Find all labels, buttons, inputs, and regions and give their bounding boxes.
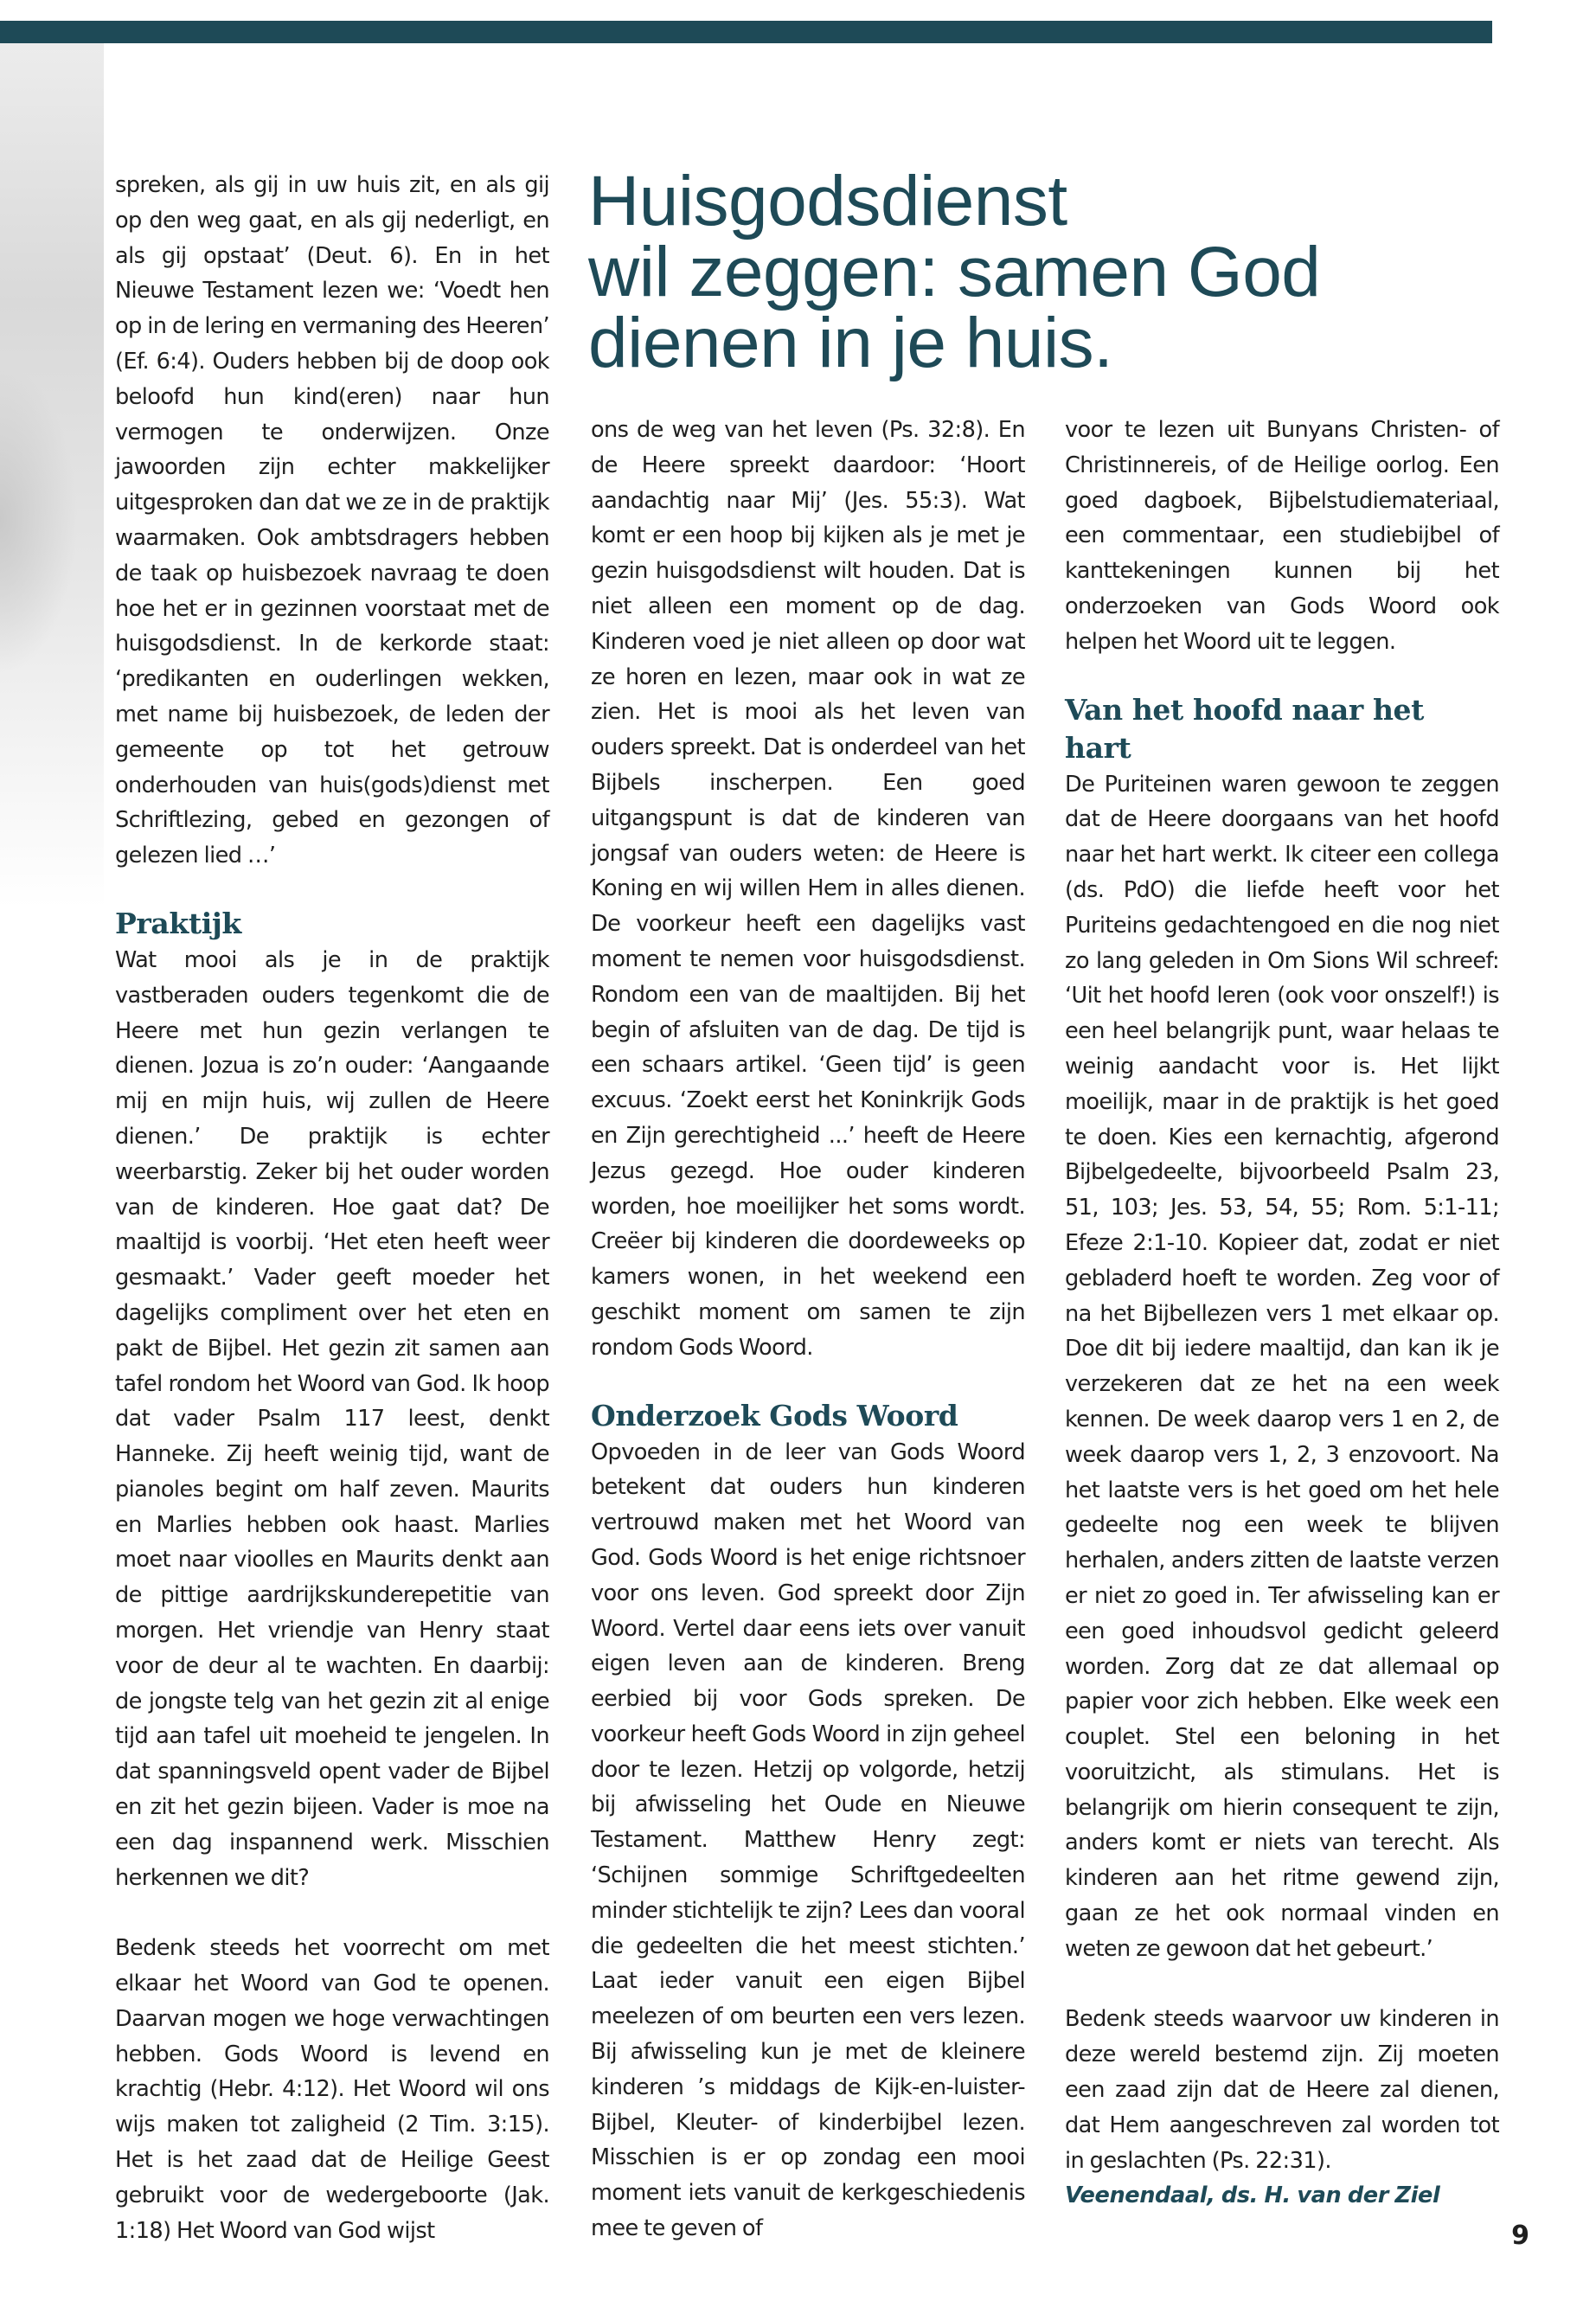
headline-line: Huisgodsdienst (588, 162, 1067, 240)
column-right (1065, 413, 1499, 2214)
body-paragraph: spreken, als gij in uw huis zit, en als gij op den weg gaat, en als gij nederligt, en als gij opstaat’ (Deut. 6). En in het Nieuwe Testament lezen we: ‘Voedt hen op in de lering en vermaning des Heeren’ (Ef. 6:4). Ouders hebben bij de doop ook beloofd hun kind(eren) naar hun vermogen te onderwijzen. Onze jawoorden zijn echter makkelijker uitgesproken dan dat we ze in de praktijk waarmaken. Ook ambtsdragers hebben de taak op huisbezoek navraag te doen hoe het er in gezinnen voorstaat met de huisgodsdienst. In de kerkorde staat: ‘predikanten en ouderlingen wekken, met name bij huisbezoek, de leden der gemeente op tot het getrouw onderhouden van huis(gods)dienst met Schriftlezing, gebed en gezongen of gelezen lied …’ (115, 172, 549, 869)
article-headline (588, 162, 1471, 382)
top-accent-bar (0, 21, 1492, 43)
body-paragraph: ons de weg van het leven (Ps. 32:8). En de Heere spreekt daardoor: ‘Hoort aandachtig naar Mij’ (Jes. 55:3). Wat komt er een hoop bij kijken als je met je gezin huisgodsdienst wilt houden. Dat is niet alleen een moment op de dag. Kinderen voed je niet alleen op door wat ze horen en lezen, maar ook in wat ze zien. Het is mooi als het leven van ouders spreekt. Dat is onderdeel van het Bijbels inscherpen. Een goed uitgangspunt is dat de kinderen van jongsaf van ouders weten: de Heere is Koning en wij willen Hem in alles dienen. De voorkeur heeft een dagelijks vast moment te nemen voor huisgodsdienst. Rondom een van de maaltijden. Bij het begin of afsluiten van de dag. De tijd is een schaars artikel. ‘Geen tijd’ is geen excuus. ‘Zoekt eerst het Koninkrijk Gods en Zijn gerechtigheid ...’ heeft de Heere Jezus gezegd. Hoe ouder kinderen worden, hoe moeilijker het soms wordt. Creëer bij kinderen die doordeweeks op kamers wonen, in het weekend een geschikt moment om samen te zijn rondom Gods Woord. (591, 417, 1025, 1361)
body-paragraph: Opvoeden in de leer van Gods Woord betekent dat ouders hun kinderen vertrouwd maken met het Woord van God. Gods Woord is het enige richtsnoer voor ons leven. God spreekt door Zijn Woord. Vertel daar eens iets over vanuit eigen leven aan de kinderen. Breng eerbied bij voor Gods spreken. De voorkeur heeft Gods Woord in zijn geheel door te lezen. Hetzij op volgorde, hetzij bij afwisseling het Oude en Nieuwe Testament. Matthew Henry zegt: ‘Schijnen sommige Schriftgedeelten minder stichtelijk te zijn? Lees dan vooral die gedeelten die het meest stichten.’ Laat ieder vanuit een eigen Bijbel meelezen of om beurten een vers lezen. Bij afwisseling kun je met de kleinere kinderen ’s middags de Kijk-en-luister-Bijbel, Kleuter- of kinderbijbel lezen. Misschien is er op zondag een mooi moment iets vanuit de kerkgeschiedenis mee te geven of (591, 1439, 1025, 2242)
headline-line: dienen in je huis. (588, 304, 1113, 382)
headline-line: wil zeggen: samen God (588, 233, 1321, 311)
body-paragraph: Bedenk steeds het voorrecht om met elkaar het Woord van God te openen. Daarvan mogen we hoge verwachtingen hebben. Gods Woord is levend en krachtig (Hebr. 4:12). Het Woord wil ons wijs maken tot zaligheid (2 Tim. 3:15). Het is het zaad dat de Heilige Geest gebruikt voor de wedergeboorte (Jak. 1:18) Het Woord van God wijst (115, 1935, 549, 2244)
section-heading-praktijk: Praktijk (115, 906, 241, 940)
body-paragraph: De Puriteinen waren gewoon te zeggen dat de Heere doorgaans van het hoofd naar het hart werkt. Ik citeer een collega (ds. PdO) die liefde heeft voor het Puriteins gedachtengoed en die nog niet zo lang geleden in Om Sions Wil schreef: ‘Uit het hoofd leren (ook voor onszelf!) is een heel belangrijk punt, waar helaas te weinig aandacht voor is. Het lijkt moeilijk, maar in de praktijk is het goed te doen. Kies een kernachtig, afgerond Bijbelgedeelte, bijvoorbeeld Psalm 23, 51, 103; Jes. 53, 54, 55; Rom. 5:1-11; Efeze 2:1-10. Kopieer dat, zodat er niet gebladerd hoeft te worden. Zeg voor of na het Bijbellezen vers 1 met elkaar op. Doe dit bij iedere maaltijd, dan kan ik je verzekeren dat ze het na een week kennen. De week daarop vers 1 en 2, de week daarop vers 1, 2, 3 enzovoort. Na het laatste vers is het goed om het hele gedeelte nog een week te blijven herhalen, anders zitten de laatste verzen er niet zo goed in. Ter afwisseling kan er een goed inhoudsvol gedicht geleerd worden. Zorg dat ze dat allemaal op papier voor zich hebben. Elke week een couplet. Stel een beloning in het vooruitzicht, als stimulans. Het is belangrijk om hierin consequent te zijn, anders komt er niets van terecht. Als kinderen aan het ritme gewend zijn, gaan ze het ook normaal vinden en weten ze gewoon dat het gebeurt.’ (1065, 771, 1499, 1962)
background-photo-shadow (0, 363, 78, 675)
section-heading-hoofd-hart: Van het hoofd naar het hart (1065, 692, 1424, 765)
column-left (115, 168, 549, 2248)
author-signature: Veenendaal, ds. H. van der Ziel (1065, 2182, 1440, 2209)
page-number: 9 (1511, 2221, 1529, 2251)
column-middle (591, 413, 1025, 2247)
section-heading-onderzoek: Onderzoek Gods Woord (591, 1398, 958, 1433)
body-paragraph: Bedenk steeds waarvoor uw kinderen in deze wereld bestemd zijn. Zij moeten een zaad zijn dat de Heere zal dienen, dat Hem aangeschreven zal worden tot in geslachten (Ps. 22:31). (1065, 2006, 1499, 2174)
body-paragraph: Wat mooi als je in de praktijk vastberaden ouders tegenkomt die de Heere met hun gezin verlangen te dienen. Jozua is zo’n ouder: ‘Aangaande mij en mijn huis, wij zullen de Heere dienen.’ De praktijk is echter weerbarstig. Zeker bij het ouder worden van de kinderen. Hoe gaat dat? De maaltijd is voorbij. ‘Het eten heeft weer gesmaakt.’ Vader geeft moeder het dagelijks compliment over het eten en pakt de Bijbel. Het gezin zit samen aan tafel rondom het Woord van God. Ik hoop dat vader Psalm 117 leest, denkt Hanneke. Zij heeft weinig tijd, want de pianoles begint om half zeven. Maurits en Marlies hebben ook haast. Marlies moet naar vioolles en Maurits denkt aan de pittige aardrijkskunderepetitie van morgen. Het vriendje van Henry staat voor de deur al te wachten. En daarbij: de jongste telg van het gezin zit al enige tijd aan tafel uit moeheid te jengelen. In dat spanningsveld opent vader de Bijbel en zit het gezin bijeen. Vader is moe na een dag inspannend werk. Misschien herkennen we dit? (115, 946, 549, 1891)
body-paragraph: voor te lezen uit Bunyans Christen- of Christinnereis, of de Heilige oorlog. Een goed dagboek, Bijbelstudiemateriaal, een commentaar, een studiebijbel of kanttekeningen kunnen bij het onderzoeken van Gods Woord ook helpen het Woord uit te leggen. (1065, 417, 1499, 655)
